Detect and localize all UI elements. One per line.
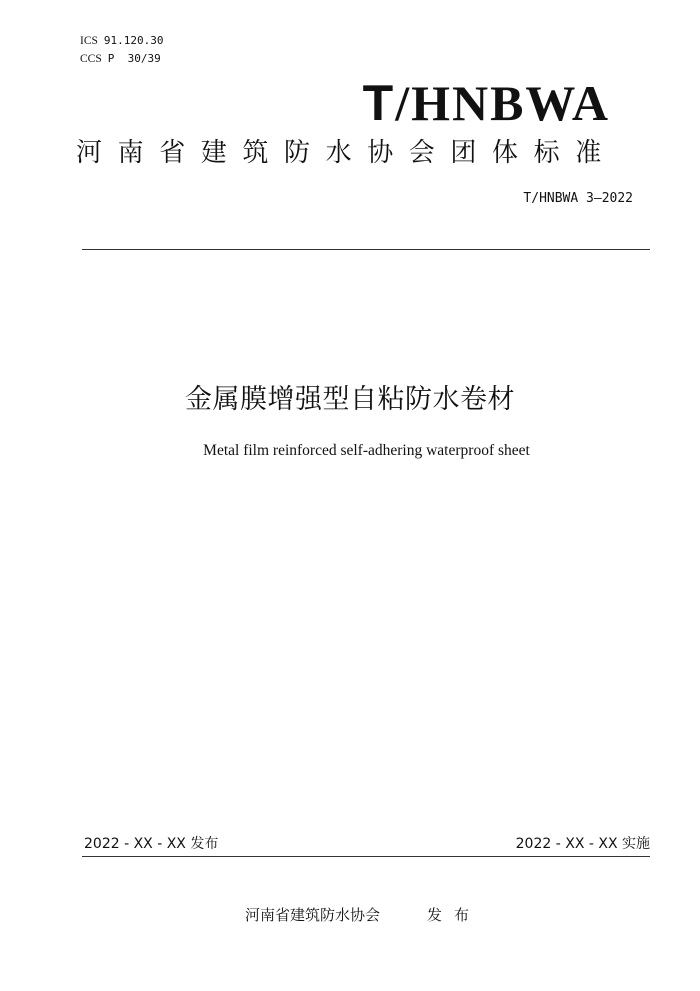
publisher-name: 河南省建筑防水协会 bbox=[245, 906, 381, 924]
title-english: Metal film reinforced self-adhering waterproof sheet bbox=[203, 442, 530, 459]
publish-label: 发布 bbox=[427, 906, 482, 924]
org-code-prefix: T bbox=[362, 75, 396, 131]
org-name-banner: 河南省建筑防水协会团体标准 bbox=[76, 138, 617, 168]
bottom-divider bbox=[82, 856, 650, 857]
title-chinese: 金属膜增强型自粘防水卷材 bbox=[185, 384, 515, 415]
top-divider bbox=[82, 249, 650, 250]
ccs-line bbox=[80, 52, 161, 66]
standard-number: T/HNBWA 3—2022 bbox=[523, 191, 633, 206]
org-code bbox=[363, 76, 610, 130]
ics-line bbox=[80, 34, 164, 48]
ccs-label: CCS bbox=[80, 53, 102, 65]
ccs-value: P 30/39 bbox=[107, 52, 161, 65]
org-code-rest: /HNBWA bbox=[395, 75, 610, 131]
issue-date: 2022 - XX - XX 发布 bbox=[84, 836, 219, 852]
ics-label: ICS bbox=[80, 35, 98, 47]
ics-value: 91.120.30 bbox=[103, 34, 164, 47]
implementation-date: 2022 - XX - XX 实施 bbox=[515, 836, 650, 852]
